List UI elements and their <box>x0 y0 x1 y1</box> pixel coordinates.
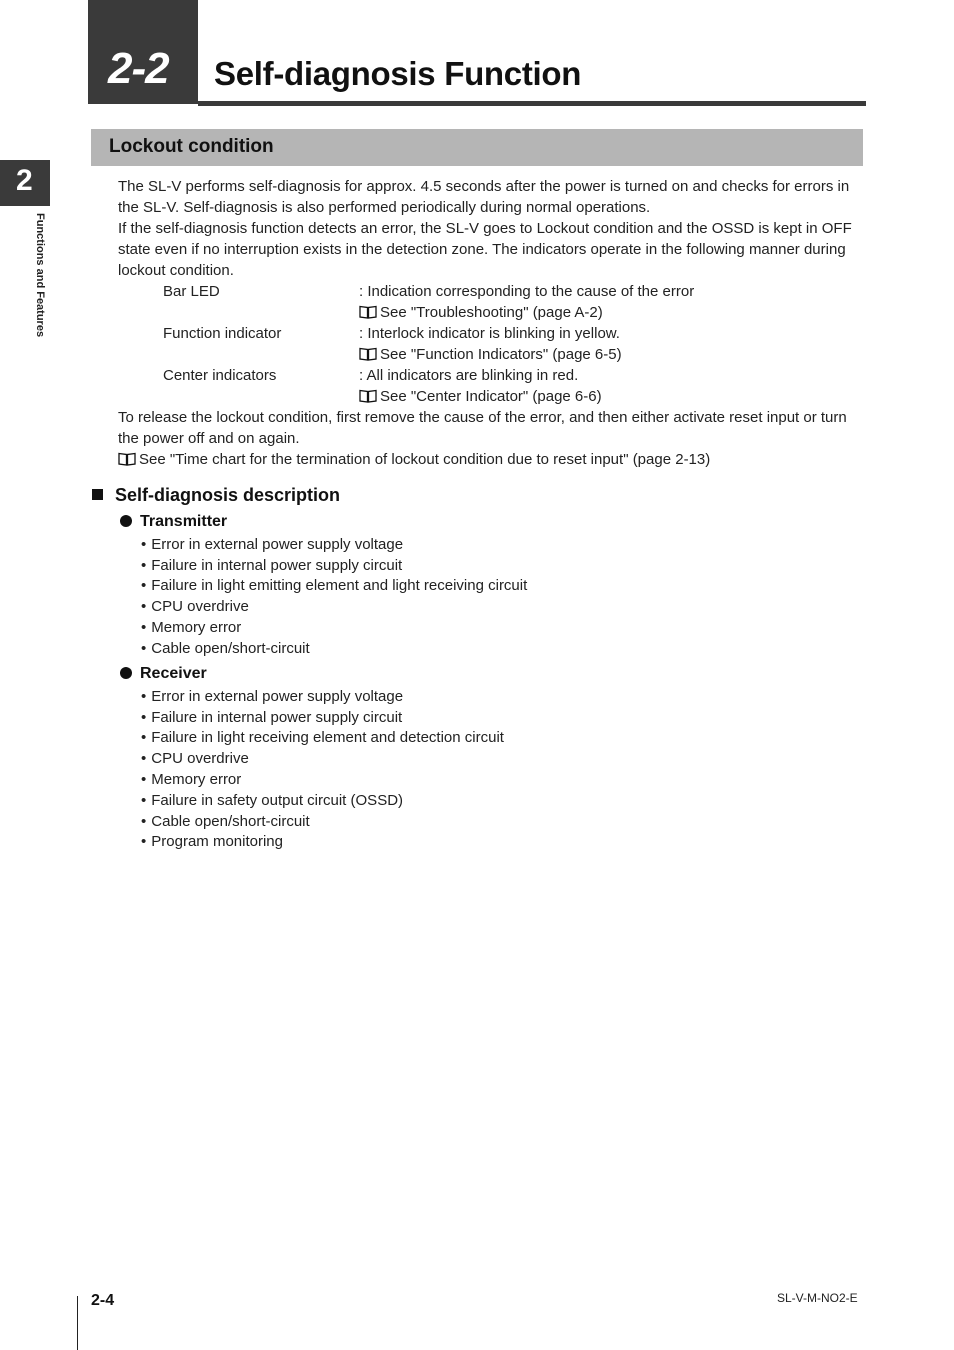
list-item: • Program monitoring <box>141 832 720 853</box>
page-title: Self-diagnosis Function <box>214 55 582 92</box>
document-id: SL-V-M-NO2-E <box>777 1291 858 1305</box>
list-item: • Failure in safety output circuit (OSSD) <box>141 791 720 812</box>
group-title-text: Transmitter <box>140 513 228 530</box>
circle-bullet-icon <box>120 667 132 679</box>
chapter-block <box>88 0 198 104</box>
group-title <box>120 664 720 685</box>
intro-paragraph-2: If the self-diagnosis function detects an error, the SL-V goes to Lockout condition and the OSSD is kept in OFF state even if no interruption exists in the detection zone. The indicators operate in the following manner during lockout condition. <box>118 220 852 279</box>
indicator-desc: : Indication corresponding to the cause of the error <box>359 283 695 300</box>
group-title-text: Receiver <box>140 665 207 682</box>
transmitter-list <box>120 535 720 660</box>
list-item: • Failure in internal power supply circuit <box>141 556 720 577</box>
indicator-ref-row <box>163 302 694 323</box>
indicator-reference-text: See "Troubleshooting" (page A-2) <box>380 304 603 321</box>
list-item: • Failure in internal power supply circuit <box>141 708 720 729</box>
book-icon <box>359 347 377 361</box>
release-paragraph: To release the lockout condition, first remove the cause of the error, and then either activate reset input or turn the power off and on again. <box>118 409 847 447</box>
section-body <box>118 176 868 470</box>
section-title: Lockout condition <box>109 136 274 157</box>
list-item: • Failure in light receiving element and detection circuit <box>141 728 720 749</box>
transmitter-group <box>120 512 720 660</box>
indicator-name: Center indicators <box>163 367 277 384</box>
book-icon <box>359 389 377 403</box>
list-item: • Memory error <box>141 618 720 639</box>
indicator-row <box>163 281 694 302</box>
book-icon <box>118 452 136 466</box>
chapter-side-label: Functions and Features <box>34 213 46 338</box>
book-icon <box>359 305 377 319</box>
list-item: • CPU overdrive <box>141 597 720 618</box>
list-item: • Failure in light emitting element and light receiving circuit <box>141 576 720 597</box>
list-item: • Error in external power supply voltage <box>141 535 720 556</box>
chapter-number: 2-2 <box>108 44 169 93</box>
indicator-desc: : Interlock indicator is blinking in yellow. <box>359 325 620 342</box>
list-item: • Error in external power supply voltage <box>141 687 720 708</box>
indicator-reference[interactable] <box>359 386 694 407</box>
header-rule <box>198 101 866 106</box>
section-header <box>91 129 863 166</box>
release-reference[interactable] <box>118 449 868 470</box>
chapter-side-tab <box>0 160 50 206</box>
indicator-row <box>163 323 694 344</box>
indicator-ref-row <box>163 386 694 407</box>
circle-bullet-icon <box>120 515 132 527</box>
subsection-heading <box>92 485 340 506</box>
list-item: • CPU overdrive <box>141 749 720 770</box>
indicator-name: Bar LED <box>163 283 220 300</box>
indicator-desc: : All indicators are blinking in red. <box>359 367 579 384</box>
list-item: • Cable open/short-circuit <box>141 639 720 660</box>
receiver-list <box>120 687 720 853</box>
page-number: 2-4 <box>91 1292 115 1309</box>
indicator-table <box>163 281 694 407</box>
indicator-reference-text: See "Function Indicators" (page 6-5) <box>380 346 622 363</box>
release-reference-text: See "Time chart for the termination of lockout condition due to reset input" (page 2-13) <box>139 451 711 468</box>
receiver-group <box>120 664 720 853</box>
indicator-ref-row <box>163 344 694 365</box>
side-tab-number: 2 <box>16 164 33 197</box>
indicator-reference[interactable] <box>359 302 694 323</box>
indicator-reference-text: See "Center Indicator" (page 6-6) <box>380 388 602 405</box>
subsection-heading-text: Self-diagnosis description <box>115 485 341 505</box>
indicator-row <box>163 365 694 386</box>
square-bullet-icon <box>92 489 103 500</box>
indicator-reference[interactable] <box>359 344 694 365</box>
group-title <box>120 512 720 533</box>
intro-paragraph-1: The SL-V performs self-diagnosis for approx. 4.5 seconds after the power is turned on and checks for errors in the SL-V. Self-diagnosis is also performed periodically during normal operations. <box>118 178 850 216</box>
list-item: • Memory error <box>141 770 720 791</box>
list-item: • Cable open/short-circuit <box>141 812 720 833</box>
footer-rule <box>77 1296 78 1350</box>
indicator-name: Function indicator <box>163 325 282 342</box>
